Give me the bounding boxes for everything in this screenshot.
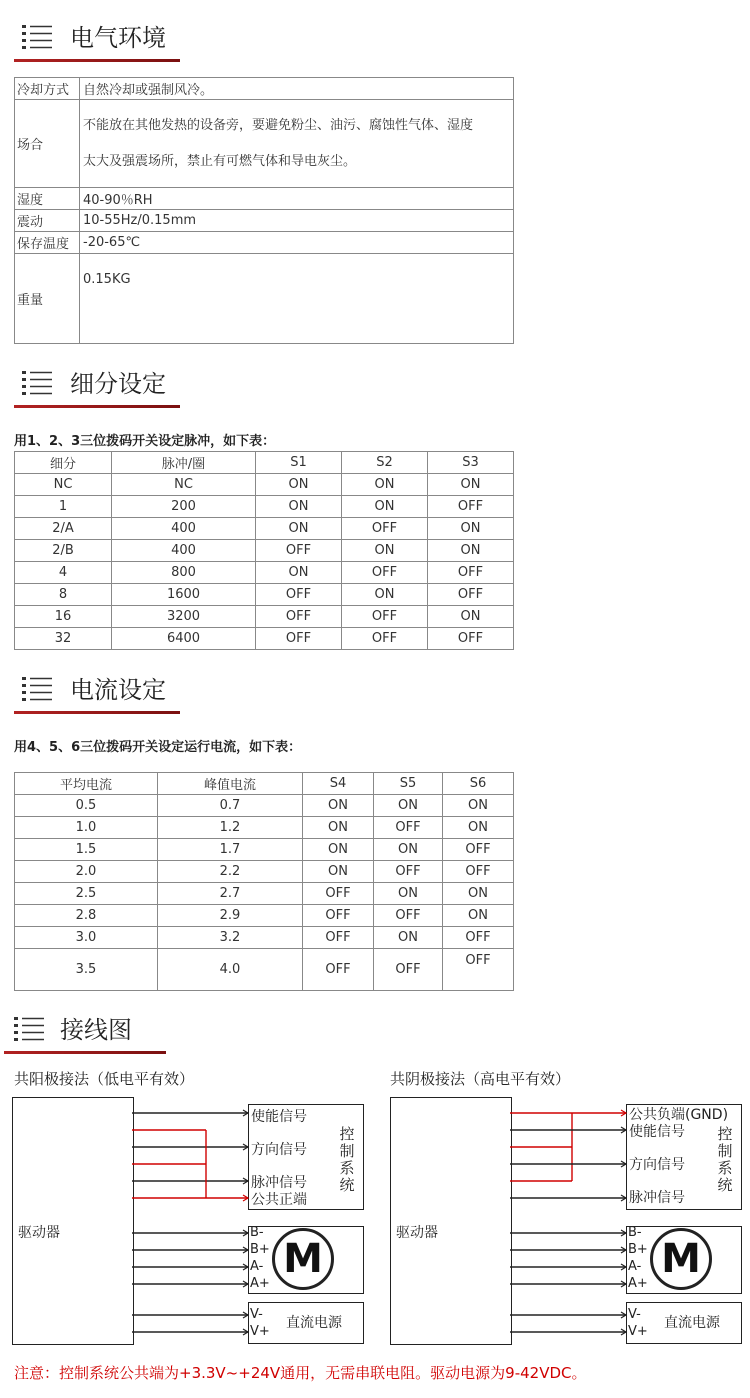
env-table — [14, 77, 514, 344]
column-header: S4 — [303, 773, 374, 795]
table-row — [15, 606, 514, 628]
table-row — [15, 210, 514, 232]
table-cell: ON — [303, 839, 374, 861]
table-cell: OFF — [428, 496, 514, 518]
motor-pin-label: B- — [628, 1225, 642, 1240]
section-title: 细分设定 — [70, 370, 166, 398]
table-cell: OFF — [303, 883, 374, 905]
table-cell: 3.0 — [15, 927, 158, 949]
env-key: 湿度 — [15, 188, 80, 210]
table-cell: OFF — [342, 518, 428, 540]
table-cell: ON — [443, 883, 514, 905]
column-header: 平均电流 — [15, 773, 158, 795]
table-cell: ON — [342, 584, 428, 606]
env-key: 震动 — [15, 210, 80, 232]
table-cell: 400 — [112, 540, 256, 562]
motor-pin-label: A- — [628, 1259, 642, 1274]
table-cell: ON — [428, 518, 514, 540]
power-supply-label: 直流电源 — [664, 1315, 720, 1331]
column-header: S1 — [256, 452, 342, 474]
table-header-row — [15, 773, 514, 795]
control-system-char: 控 — [717, 1125, 733, 1143]
table-cell: OFF — [374, 949, 443, 991]
power-pin-label: V- — [250, 1307, 263, 1322]
env-key: 冷却方式 — [15, 78, 80, 100]
table-cell: 2.8 — [15, 905, 158, 927]
table-row — [15, 188, 514, 210]
power-supply-label: 直流电源 — [286, 1315, 342, 1331]
table-cell: OFF — [443, 839, 514, 861]
table-cell: NC — [15, 474, 112, 496]
env-value-line: 太大及强震场所，禁止有可燃气体和导电灰尘。 — [83, 153, 357, 169]
table-cell: 2.2 — [158, 861, 303, 883]
env-value: -20-65℃ — [80, 232, 514, 254]
table-row — [15, 628, 514, 650]
table-cell: ON — [443, 905, 514, 927]
section-title: 接线图 — [60, 1016, 132, 1044]
section-header-env — [0, 12, 180, 62]
signal-label: 方向信号 — [629, 1157, 685, 1173]
section-header-wiring — [0, 1004, 166, 1054]
table-row — [15, 861, 514, 883]
column-header: 细分 — [15, 452, 112, 474]
column-header: S6 — [443, 773, 514, 795]
env-value: 0.15KG — [80, 254, 514, 344]
section-title: 电流设定 — [70, 676, 166, 704]
table-cell: OFF — [342, 606, 428, 628]
table-cell: OFF — [256, 540, 342, 562]
control-system-char: 制 — [717, 1142, 733, 1160]
section-header-current — [0, 664, 180, 714]
signal-label: 公共负端(GND) — [629, 1107, 729, 1123]
table-cell: 16 — [15, 606, 112, 628]
motor-pin-label: B- — [250, 1225, 264, 1240]
motor-pin-label: A- — [250, 1259, 264, 1274]
table-cell: 1.2 — [158, 817, 303, 839]
column-header: 脉冲/圈 — [112, 452, 256, 474]
table-cell: ON — [342, 540, 428, 562]
table-header-row — [15, 452, 514, 474]
section-underline — [14, 59, 180, 62]
list-icon — [14, 1016, 54, 1042]
table-row — [15, 883, 514, 905]
table-row — [15, 254, 514, 344]
control-system-char: 控 — [339, 1125, 355, 1143]
control-system-char: 制 — [339, 1142, 355, 1160]
table-cell: 1.0 — [15, 817, 158, 839]
table-cell: 2.0 — [15, 861, 158, 883]
table-cell: ON — [256, 562, 342, 584]
table-row — [15, 795, 514, 817]
table-cell: ON — [303, 795, 374, 817]
table-cell: OFF — [443, 949, 514, 991]
table-cell: OFF — [342, 628, 428, 650]
table-cell: 1.5 — [15, 839, 158, 861]
table-cell: ON — [443, 795, 514, 817]
table-cell: 2/B — [15, 540, 112, 562]
table-cell: OFF — [303, 927, 374, 949]
driver-label: 驱动器 — [18, 1225, 60, 1241]
column-header: S2 — [342, 452, 428, 474]
column-header: 峰值电流 — [158, 773, 303, 795]
table-row — [15, 232, 514, 254]
power-pin-label: V+ — [628, 1324, 648, 1339]
table-row — [15, 78, 514, 100]
table-cell: 2.7 — [158, 883, 303, 905]
control-system-char: 统 — [717, 1176, 733, 1194]
table-cell: 1 — [15, 496, 112, 518]
table-cell: 3.2 — [158, 927, 303, 949]
table-cell: OFF — [374, 861, 443, 883]
table-cell: ON — [256, 518, 342, 540]
table-cell: ON — [256, 474, 342, 496]
control-system-label — [716, 1126, 734, 1194]
table-row — [15, 474, 514, 496]
table-cell: OFF — [428, 562, 514, 584]
signal-label: 脉冲信号 — [629, 1190, 685, 1206]
table-cell: ON — [303, 861, 374, 883]
motor-pin-label: A+ — [628, 1276, 648, 1291]
current-note: 用4、5、6三位拨码开关设定运行电流，如下表： — [14, 740, 302, 755]
table-cell: 8 — [15, 584, 112, 606]
motor-pin-label: B+ — [250, 1242, 270, 1257]
footer-note: 注意：控制系统公共端为+3.3V~+24V通用，无需串联电阻。驱动电源为9-42VDC。 — [14, 1364, 587, 1382]
table-cell: ON — [374, 927, 443, 949]
table-cell: 6400 — [112, 628, 256, 650]
table-cell: ON — [342, 496, 428, 518]
table-cell: OFF — [256, 606, 342, 628]
microstep-note: 用1、2、3三位拨码开关设定脉冲，如下表： — [14, 434, 276, 449]
table-cell: ON — [428, 474, 514, 496]
table-cell: 0.5 — [15, 795, 158, 817]
table-cell: OFF — [303, 949, 374, 991]
motor-pin-label: B+ — [628, 1242, 648, 1257]
env-key: 保存温度 — [15, 232, 80, 254]
column-header: S5 — [374, 773, 443, 795]
column-header: S3 — [428, 452, 514, 474]
section-title: 电气环境 — [70, 24, 166, 52]
table-cell: OFF — [256, 584, 342, 606]
table-cell: OFF — [303, 905, 374, 927]
table-cell: ON — [428, 540, 514, 562]
table-cell: OFF — [256, 628, 342, 650]
table-cell: OFF — [443, 927, 514, 949]
table-cell: 3.5 — [15, 949, 158, 991]
env-key: 重量 — [15, 254, 80, 344]
table-cell: 0.7 — [158, 795, 303, 817]
env-value: 40-90％RH — [80, 188, 514, 210]
table-cell: ON — [256, 496, 342, 518]
table-cell: 2/A — [15, 518, 112, 540]
signal-label: 公共正端 — [251, 1192, 307, 1208]
power-pin-label: V+ — [250, 1324, 270, 1339]
table-row — [15, 540, 514, 562]
table-cell: NC — [112, 474, 256, 496]
list-icon — [22, 676, 62, 702]
signal-label: 脉冲信号 — [251, 1175, 307, 1191]
table-cell: 1.7 — [158, 839, 303, 861]
motor-symbol: M — [272, 1228, 334, 1290]
table-row — [15, 817, 514, 839]
env-value-line: 不能放在其他发热的设备旁，要避免粉尘、油污、腐蚀性气体、湿度 — [83, 117, 474, 133]
control-system-char: 系 — [717, 1159, 733, 1177]
signal-label: 使能信号 — [629, 1124, 685, 1140]
table-cell: ON — [374, 839, 443, 861]
power-pin-label: V- — [628, 1307, 641, 1322]
env-key: 场合 — [15, 100, 80, 188]
table-cell: OFF — [374, 905, 443, 927]
signal-label: 使能信号 — [251, 1109, 307, 1125]
signal-label: 方向信号 — [251, 1142, 307, 1158]
table-cell: ON — [342, 474, 428, 496]
env-value: 10-55Hz/0.15mm — [80, 210, 514, 232]
table-cell: OFF — [342, 562, 428, 584]
table-cell: 32 — [15, 628, 112, 650]
control-system-label — [338, 1126, 356, 1194]
env-value: 自然冷却或强制风冷。 — [80, 78, 514, 100]
table-row — [15, 839, 514, 861]
wiring-right-title: 共阴极接法（高电平有效） — [390, 1070, 571, 1088]
table-row — [15, 949, 514, 991]
section-underline — [4, 1051, 166, 1054]
table-row — [15, 100, 514, 188]
table-cell: 2.5 — [15, 883, 158, 905]
microstep-table — [14, 451, 514, 650]
control-system-char: 系 — [339, 1159, 355, 1177]
table-cell: 1600 — [112, 584, 256, 606]
table-row — [15, 496, 514, 518]
table-cell: 400 — [112, 518, 256, 540]
driver-box — [12, 1097, 134, 1345]
table-row — [15, 927, 514, 949]
driver-box — [390, 1097, 512, 1345]
table-cell: OFF — [428, 628, 514, 650]
table-cell: 4.0 — [158, 949, 303, 991]
list-icon — [22, 370, 62, 396]
table-cell: ON — [303, 817, 374, 839]
table-cell: 2.9 — [158, 905, 303, 927]
table-cell: ON — [374, 795, 443, 817]
table-row — [15, 518, 514, 540]
table-row — [15, 905, 514, 927]
control-system-char: 统 — [339, 1176, 355, 1194]
table-cell: 4 — [15, 562, 112, 584]
table-cell: OFF — [443, 861, 514, 883]
current-table — [14, 772, 514, 991]
driver-label: 驱动器 — [396, 1225, 438, 1241]
wiring-left-title: 共阳极接法（低电平有效） — [14, 1070, 195, 1088]
table-cell: 800 — [112, 562, 256, 584]
table-cell: ON — [443, 817, 514, 839]
list-icon — [22, 24, 62, 50]
section-header-microstep — [0, 358, 180, 408]
motor-symbol: M — [650, 1228, 712, 1290]
env-value — [80, 100, 514, 188]
table-cell: OFF — [428, 584, 514, 606]
table-row — [15, 562, 514, 584]
section-underline — [14, 711, 180, 714]
table-row — [15, 584, 514, 606]
motor-pin-label: A+ — [250, 1276, 270, 1291]
table-cell: ON — [374, 883, 443, 905]
table-cell: OFF — [374, 817, 443, 839]
table-cell: 3200 — [112, 606, 256, 628]
table-cell: ON — [428, 606, 514, 628]
section-underline — [14, 405, 180, 408]
table-cell: 200 — [112, 496, 256, 518]
